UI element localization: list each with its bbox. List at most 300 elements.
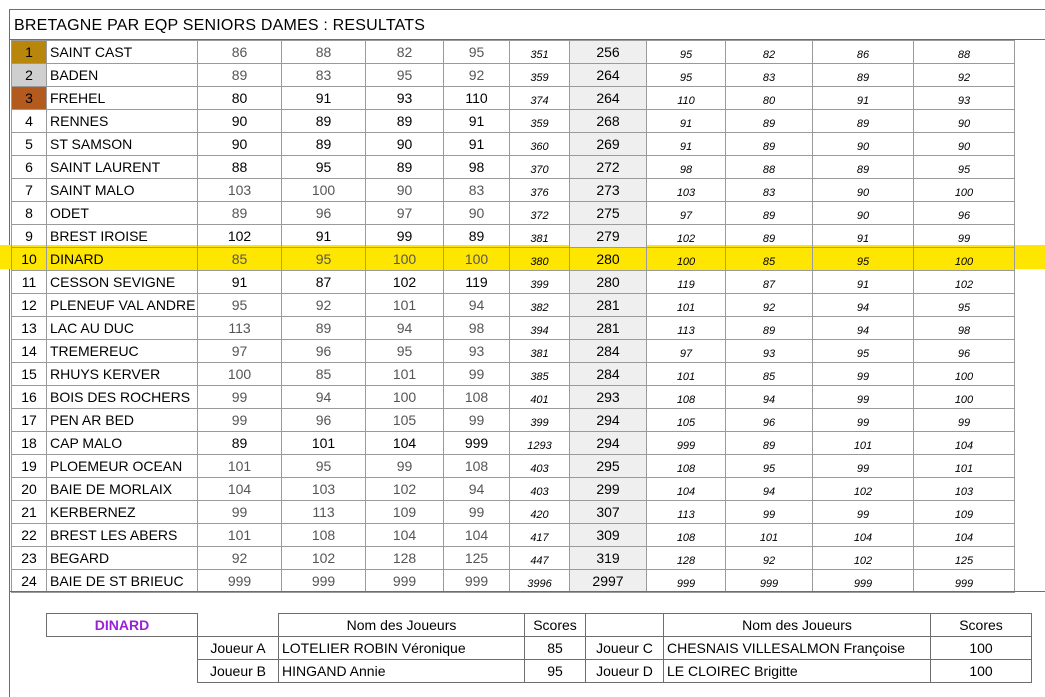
best-three-cell[interactable]: 2997 [570,570,647,593]
total-cell[interactable]: 381 [510,225,570,248]
best-three-cell[interactable]: 294 [570,409,647,432]
table-row[interactable] [12,248,1015,271]
sorted-score-cell[interactable]: 103 [914,478,1015,501]
sorted-score-cell[interactable]: 102 [813,478,914,501]
total-cell[interactable]: 376 [510,179,570,202]
score-cell[interactable]: 94 [282,386,366,409]
table-row[interactable] [12,294,1015,317]
rank-cell[interactable]: 1 [12,41,47,64]
sorted-score-cell[interactable]: 102 [813,547,914,570]
rank-cell[interactable]: 6 [12,156,47,179]
player-score[interactable]: 95 [525,660,586,683]
best-three-cell[interactable]: 284 [570,340,647,363]
best-three-cell[interactable]: 294 [570,432,647,455]
sorted-score-cell[interactable]: 110 [647,87,726,110]
score-cell[interactable]: 95 [198,294,282,317]
score-cell[interactable]: 85 [198,248,282,271]
score-cell[interactable]: 100 [444,248,510,271]
rank-cell[interactable]: 21 [12,501,47,524]
player-name[interactable]: HINGAND Annie [279,660,525,683]
sorted-score-cell[interactable]: 89 [813,64,914,87]
player-score[interactable]: 100 [931,660,1032,683]
team-name-cell[interactable]: SAINT CAST [47,41,198,64]
sorted-score-cell[interactable]: 89 [726,432,813,455]
score-cell[interactable]: 90 [198,110,282,133]
score-cell[interactable]: 108 [282,524,366,547]
player-score[interactable]: 85 [525,637,586,660]
score-cell[interactable]: 99 [444,363,510,386]
total-cell[interactable]: 394 [510,317,570,340]
score-cell[interactable]: 85 [282,363,366,386]
sorted-score-cell[interactable]: 99 [813,386,914,409]
sorted-score-cell[interactable]: 96 [726,409,813,432]
score-cell[interactable]: 95 [282,455,366,478]
table-row[interactable] [12,432,1015,455]
sorted-score-cell[interactable]: 80 [726,87,813,110]
sorted-score-cell[interactable]: 101 [647,294,726,317]
table-row[interactable] [12,317,1015,340]
sorted-score-cell[interactable]: 97 [647,202,726,225]
team-name-cell[interactable]: BOIS DES ROCHERS [47,386,198,409]
score-cell[interactable]: 96 [282,202,366,225]
best-three-cell[interactable]: 319 [570,547,647,570]
sorted-score-cell[interactable]: 113 [647,501,726,524]
sorted-score-cell[interactable]: 91 [813,271,914,294]
sorted-score-cell[interactable]: 104 [914,432,1015,455]
best-three-cell[interactable]: 281 [570,317,647,340]
sorted-score-cell[interactable]: 99 [726,501,813,524]
score-cell[interactable]: 999 [198,570,282,593]
table-row[interactable] [12,501,1015,524]
player-name[interactable]: LOTELIER ROBIN Véronique [279,637,525,660]
sorted-score-cell[interactable]: 89 [813,110,914,133]
best-three-cell[interactable]: 293 [570,386,647,409]
score-cell[interactable]: 103 [198,179,282,202]
sorted-score-cell[interactable]: 86 [813,41,914,64]
score-cell[interactable]: 94 [366,317,444,340]
sorted-score-cell[interactable]: 96 [914,202,1015,225]
team-name-cell[interactable]: PEN AR BED [47,409,198,432]
sorted-score-cell[interactable]: 82 [726,41,813,64]
total-cell[interactable]: 374 [510,87,570,110]
rank-cell[interactable]: 20 [12,478,47,501]
table-row[interactable] [12,41,1015,64]
sorted-score-cell[interactable]: 99 [813,501,914,524]
sorted-score-cell[interactable]: 95 [647,41,726,64]
table-row[interactable] [12,363,1015,386]
rank-cell[interactable]: 8 [12,202,47,225]
total-cell[interactable]: 359 [510,64,570,87]
sorted-score-cell[interactable]: 99 [914,409,1015,432]
score-cell[interactable]: 108 [444,455,510,478]
total-cell[interactable]: 382 [510,294,570,317]
total-cell[interactable]: 403 [510,478,570,501]
sorted-score-cell[interactable]: 98 [647,156,726,179]
rank-cell[interactable]: 12 [12,294,47,317]
best-three-cell[interactable]: 299 [570,478,647,501]
sorted-score-cell[interactable]: 90 [914,110,1015,133]
sorted-score-cell[interactable]: 104 [914,524,1015,547]
sorted-score-cell[interactable]: 95 [813,248,914,271]
score-cell[interactable]: 83 [282,64,366,87]
score-cell[interactable]: 96 [282,409,366,432]
sorted-score-cell[interactable]: 95 [726,455,813,478]
score-cell[interactable]: 95 [282,248,366,271]
team-name-cell[interactable]: BREST LES ABERS [47,524,198,547]
table-row[interactable] [12,570,1015,593]
score-cell[interactable]: 101 [366,294,444,317]
score-cell[interactable]: 101 [282,432,366,455]
best-three-cell[interactable]: 307 [570,501,647,524]
sorted-score-cell[interactable]: 90 [813,202,914,225]
total-cell[interactable]: 1293 [510,432,570,455]
sorted-score-cell[interactable]: 119 [647,271,726,294]
team-name-cell[interactable]: BAIE DE ST BRIEUC [47,570,198,593]
score-cell[interactable]: 101 [198,455,282,478]
score-cell[interactable]: 104 [366,524,444,547]
score-cell[interactable]: 102 [366,271,444,294]
sorted-score-cell[interactable]: 100 [647,248,726,271]
score-cell[interactable]: 104 [198,478,282,501]
score-cell[interactable]: 108 [444,386,510,409]
sorted-score-cell[interactable]: 101 [726,524,813,547]
table-row[interactable] [12,87,1015,110]
score-cell[interactable]: 89 [444,225,510,248]
sorted-score-cell[interactable]: 99 [813,363,914,386]
score-cell[interactable]: 999 [282,570,366,593]
total-cell[interactable]: 403 [510,455,570,478]
total-cell[interactable]: 351 [510,41,570,64]
team-name-cell[interactable]: CAP MALO [47,432,198,455]
sorted-score-cell[interactable]: 95 [647,64,726,87]
team-name-cell[interactable]: BADEN [47,64,198,87]
sorted-score-cell[interactable]: 103 [647,179,726,202]
score-cell[interactable]: 109 [366,501,444,524]
total-cell[interactable]: 360 [510,133,570,156]
best-three-cell[interactable]: 295 [570,455,647,478]
player-name[interactable]: CHESNAIS VILLESALMON Françoise [664,637,931,660]
sorted-score-cell[interactable]: 99 [914,225,1015,248]
best-three-cell[interactable]: 280 [570,248,647,271]
best-three-cell[interactable]: 272 [570,156,647,179]
team-name-cell[interactable]: CESSON SEVIGNE [47,271,198,294]
score-cell[interactable]: 92 [444,64,510,87]
rank-cell[interactable]: 13 [12,317,47,340]
score-cell[interactable]: 105 [366,409,444,432]
score-cell[interactable]: 90 [198,133,282,156]
sorted-score-cell[interactable]: 125 [914,547,1015,570]
sorted-score-cell[interactable]: 83 [726,179,813,202]
rank-cell[interactable]: 10 [12,248,47,271]
score-cell[interactable]: 95 [366,340,444,363]
sorted-score-cell[interactable]: 85 [726,248,813,271]
score-cell[interactable]: 90 [366,133,444,156]
score-cell[interactable]: 80 [198,87,282,110]
score-cell[interactable]: 99 [444,501,510,524]
sorted-score-cell[interactable]: 93 [726,340,813,363]
team-name-cell[interactable]: PLENEUF VAL ANDRE [47,294,198,317]
best-three-cell[interactable]: 279 [570,225,647,248]
table-row[interactable] [12,271,1015,294]
sorted-score-cell[interactable]: 91 [813,87,914,110]
score-cell[interactable]: 86 [198,41,282,64]
total-cell[interactable]: 381 [510,340,570,363]
rank-cell[interactable]: 3 [12,87,47,110]
sorted-score-cell[interactable]: 102 [647,225,726,248]
team-name-cell[interactable]: LAC AU DUC [47,317,198,340]
sorted-score-cell[interactable]: 90 [813,179,914,202]
score-cell[interactable]: 95 [366,64,444,87]
sorted-score-cell[interactable]: 102 [914,271,1015,294]
score-cell[interactable]: 89 [366,110,444,133]
score-cell[interactable]: 99 [198,501,282,524]
total-cell[interactable]: 399 [510,271,570,294]
sorted-score-cell[interactable]: 94 [813,294,914,317]
player-label[interactable]: Joueur C [586,637,664,660]
sorted-score-cell[interactable]: 91 [647,133,726,156]
player-label[interactable]: Joueur A [198,637,279,660]
sorted-score-cell[interactable]: 101 [914,455,1015,478]
team-name-cell[interactable]: SAINT LAURENT [47,156,198,179]
player-label[interactable]: Joueur D [586,660,664,683]
rank-cell[interactable]: 19 [12,455,47,478]
score-cell[interactable]: 82 [366,41,444,64]
best-three-cell[interactable]: 264 [570,64,647,87]
team-name-cell[interactable]: PLOEMEUR OCEAN [47,455,198,478]
score-cell[interactable]: 101 [366,363,444,386]
table-row[interactable] [12,409,1015,432]
best-three-cell[interactable]: 256 [570,41,647,64]
rank-cell[interactable]: 11 [12,271,47,294]
sorted-score-cell[interactable]: 104 [813,524,914,547]
sorted-score-cell[interactable]: 93 [914,87,1015,110]
score-cell[interactable]: 113 [198,317,282,340]
sorted-score-cell[interactable]: 85 [726,363,813,386]
score-cell[interactable]: 119 [444,271,510,294]
sorted-score-cell[interactable]: 94 [813,317,914,340]
table-row[interactable] [12,524,1015,547]
rank-cell[interactable]: 17 [12,409,47,432]
sorted-score-cell[interactable]: 92 [726,547,813,570]
team-name-cell[interactable]: FREHEL [47,87,198,110]
rank-cell[interactable]: 22 [12,524,47,547]
sorted-score-cell[interactable]: 92 [726,294,813,317]
team-name-cell[interactable]: TREMEREUC [47,340,198,363]
sorted-score-cell[interactable]: 999 [647,432,726,455]
score-cell[interactable]: 110 [444,87,510,110]
sorted-score-cell[interactable]: 83 [726,64,813,87]
total-cell[interactable]: 370 [510,156,570,179]
rank-cell[interactable]: 24 [12,570,47,593]
score-cell[interactable]: 91 [444,110,510,133]
score-cell[interactable]: 89 [282,317,366,340]
sorted-score-cell[interactable]: 94 [726,478,813,501]
score-cell[interactable]: 100 [282,179,366,202]
rank-cell[interactable]: 14 [12,340,47,363]
total-cell[interactable]: 380 [510,248,570,271]
rank-cell[interactable]: 15 [12,363,47,386]
total-cell[interactable]: 447 [510,547,570,570]
score-cell[interactable]: 95 [282,156,366,179]
sorted-score-cell[interactable]: 108 [647,524,726,547]
score-cell[interactable]: 90 [444,202,510,225]
sorted-score-cell[interactable]: 100 [914,248,1015,271]
score-cell[interactable]: 99 [366,225,444,248]
best-three-cell[interactable]: 273 [570,179,647,202]
best-three-cell[interactable]: 268 [570,110,647,133]
sorted-score-cell[interactable]: 97 [647,340,726,363]
rank-cell[interactable]: 2 [12,64,47,87]
sorted-score-cell[interactable]: 95 [914,294,1015,317]
total-cell[interactable]: 3996 [510,570,570,593]
score-cell[interactable]: 98 [444,156,510,179]
table-row[interactable] [12,202,1015,225]
score-cell[interactable]: 999 [444,570,510,593]
sorted-score-cell[interactable]: 999 [914,570,1015,593]
rank-cell[interactable]: 9 [12,225,47,248]
score-cell[interactable]: 89 [198,202,282,225]
score-cell[interactable]: 92 [198,547,282,570]
rank-cell[interactable]: 7 [12,179,47,202]
rank-cell[interactable]: 4 [12,110,47,133]
sorted-score-cell[interactable]: 99 [813,455,914,478]
score-cell[interactable]: 102 [282,547,366,570]
score-cell[interactable]: 94 [444,478,510,501]
team-name-cell[interactable]: ODET [47,202,198,225]
team-name-cell[interactable]: RENNES [47,110,198,133]
rank-cell[interactable]: 16 [12,386,47,409]
score-cell[interactable]: 97 [198,340,282,363]
score-cell[interactable]: 98 [444,317,510,340]
rank-cell[interactable]: 18 [12,432,47,455]
total-cell[interactable]: 420 [510,501,570,524]
sorted-score-cell[interactable]: 90 [914,133,1015,156]
team-name-cell[interactable]: BAIE DE MORLAIX [47,478,198,501]
table-row[interactable] [12,547,1015,570]
sorted-score-cell[interactable]: 89 [726,202,813,225]
team-name-cell[interactable]: RHUYS KERVER [47,363,198,386]
score-cell[interactable]: 89 [282,133,366,156]
score-cell[interactable]: 99 [198,409,282,432]
sorted-score-cell[interactable]: 92 [914,64,1015,87]
sorted-score-cell[interactable]: 95 [914,156,1015,179]
sorted-score-cell[interactable]: 98 [914,317,1015,340]
sorted-score-cell[interactable]: 87 [726,271,813,294]
score-cell[interactable]: 91 [444,133,510,156]
score-cell[interactable]: 94 [444,294,510,317]
rank-cell[interactable]: 5 [12,133,47,156]
sorted-score-cell[interactable]: 101 [647,363,726,386]
total-cell[interactable]: 372 [510,202,570,225]
score-cell[interactable]: 89 [198,64,282,87]
score-cell[interactable]: 128 [366,547,444,570]
score-cell[interactable]: 104 [444,524,510,547]
team-name-cell[interactable]: ST SAMSON [47,133,198,156]
sorted-score-cell[interactable]: 100 [914,179,1015,202]
player-name[interactable]: LE CLOIREC Brigitte [664,660,931,683]
total-cell[interactable]: 417 [510,524,570,547]
sorted-score-cell[interactable]: 99 [813,409,914,432]
table-row[interactable] [12,179,1015,202]
score-cell[interactable]: 89 [198,432,282,455]
sorted-score-cell[interactable]: 95 [813,340,914,363]
score-cell[interactable]: 999 [366,570,444,593]
sorted-score-cell[interactable]: 108 [647,455,726,478]
score-cell[interactable]: 90 [366,179,444,202]
score-cell[interactable]: 113 [282,501,366,524]
sorted-score-cell[interactable]: 999 [813,570,914,593]
team-name-cell[interactable]: BEGARD [47,547,198,570]
sorted-score-cell[interactable]: 89 [813,156,914,179]
sorted-score-cell[interactable]: 128 [647,547,726,570]
table-row[interactable] [12,225,1015,248]
sorted-score-cell[interactable]: 108 [647,386,726,409]
sorted-score-cell[interactable]: 89 [726,133,813,156]
total-cell[interactable]: 399 [510,409,570,432]
sorted-score-cell[interactable]: 109 [914,501,1015,524]
best-three-cell[interactable]: 275 [570,202,647,225]
sorted-score-cell[interactable]: 91 [813,225,914,248]
score-cell[interactable]: 101 [198,524,282,547]
table-row[interactable] [12,64,1015,87]
sorted-score-cell[interactable]: 88 [726,156,813,179]
detail-club-name[interactable]: DINARD [47,614,198,637]
score-cell[interactable]: 87 [282,271,366,294]
sorted-score-cell[interactable]: 101 [813,432,914,455]
score-cell[interactable]: 125 [444,547,510,570]
best-three-cell[interactable]: 309 [570,524,647,547]
score-cell[interactable]: 96 [282,340,366,363]
best-three-cell[interactable]: 280 [570,271,647,294]
sorted-score-cell[interactable]: 91 [647,110,726,133]
score-cell[interactable]: 91 [282,87,366,110]
score-cell[interactable]: 102 [198,225,282,248]
score-cell[interactable]: 102 [366,478,444,501]
team-name-cell[interactable]: KERBERNEZ [47,501,198,524]
score-cell[interactable]: 91 [282,225,366,248]
table-row[interactable] [12,340,1015,363]
total-cell[interactable]: 385 [510,363,570,386]
score-cell[interactable]: 103 [282,478,366,501]
rank-cell[interactable]: 23 [12,547,47,570]
team-name-cell[interactable]: SAINT MALO [47,179,198,202]
score-cell[interactable]: 92 [282,294,366,317]
total-cell[interactable]: 359 [510,110,570,133]
sorted-score-cell[interactable]: 113 [647,317,726,340]
table-row[interactable] [12,478,1015,501]
player-score[interactable]: 100 [931,637,1032,660]
score-cell[interactable]: 88 [198,156,282,179]
team-name-cell[interactable]: DINARD [47,248,198,271]
sorted-score-cell[interactable]: 100 [914,363,1015,386]
sorted-score-cell[interactable]: 104 [647,478,726,501]
best-three-cell[interactable]: 269 [570,133,647,156]
score-cell[interactable]: 91 [198,271,282,294]
best-three-cell[interactable]: 284 [570,363,647,386]
sorted-score-cell[interactable]: 999 [726,570,813,593]
sorted-score-cell[interactable]: 105 [647,409,726,432]
sorted-score-cell[interactable]: 90 [813,133,914,156]
score-cell[interactable]: 95 [444,41,510,64]
score-cell[interactable]: 104 [366,432,444,455]
score-cell[interactable]: 93 [366,87,444,110]
best-three-cell[interactable]: 264 [570,87,647,110]
sorted-score-cell[interactable]: 94 [726,386,813,409]
score-cell[interactable]: 99 [366,455,444,478]
table-row[interactable] [12,455,1015,478]
sorted-score-cell[interactable]: 96 [914,340,1015,363]
team-name-cell[interactable]: BREST IROISE [47,225,198,248]
